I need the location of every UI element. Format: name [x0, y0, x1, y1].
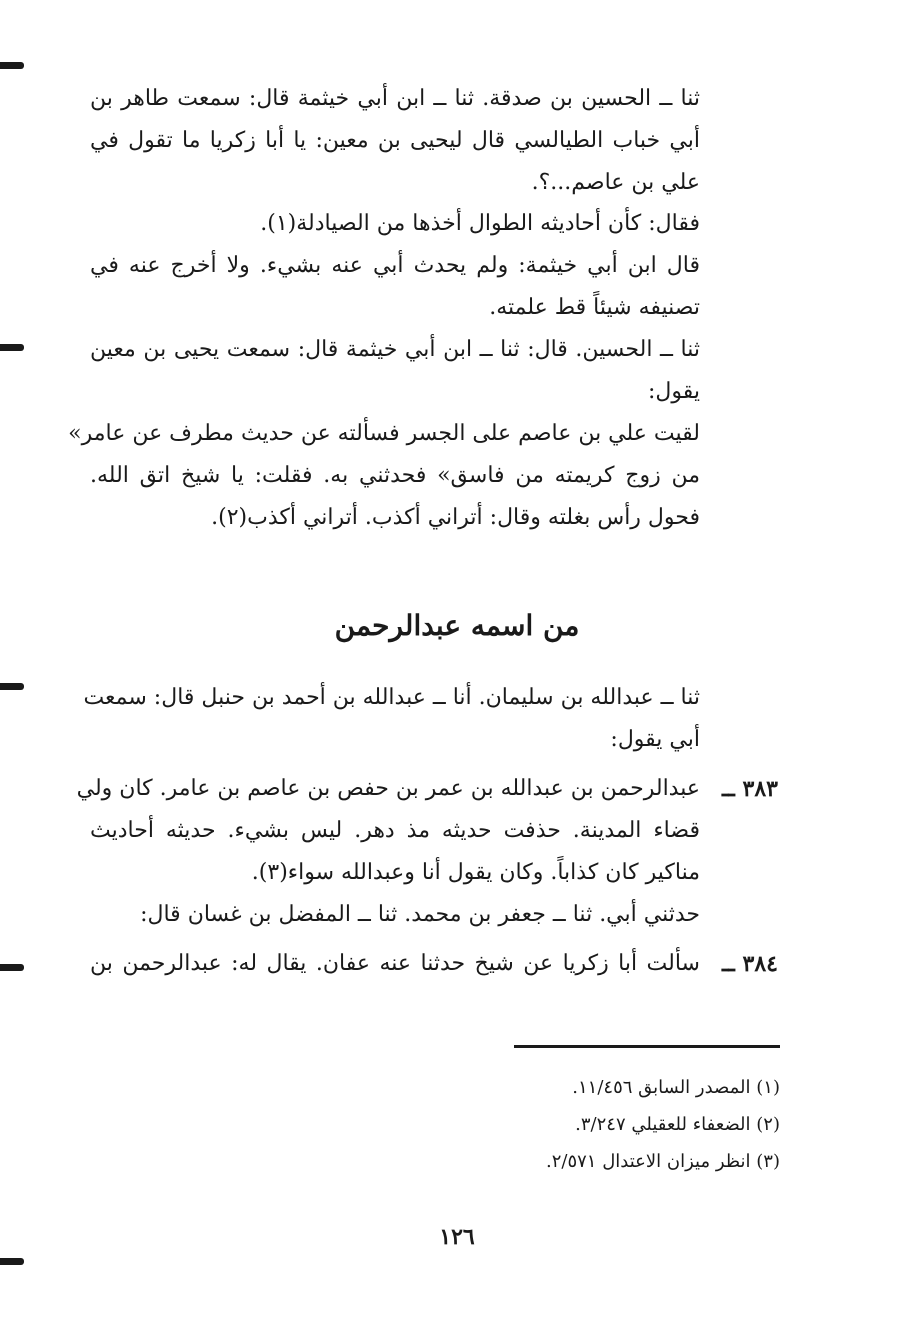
text-line: لقيت علي بن عاصم على الجسر فسألته عن حديث مطرف عن عامر» — [68, 421, 700, 446]
footnote: (١) المصدر السابق ١١/٤٥٦. — [572, 1077, 780, 1098]
margin-mark — [0, 62, 24, 69]
footnote-separator — [514, 1045, 780, 1048]
text-line: قال ابن أبي خيثمة: ولم يحدث أبي عنه بشيء. ولا أخرج عنه في — [90, 253, 700, 278]
text-line: ثنا ــ عبدالله بن سليمان. أنا ــ عبدالله بن أحمد بن حنبل قال: سمعت — [83, 685, 700, 710]
margin-mark — [0, 1258, 24, 1265]
footnote: (٣) انظر ميزان الاعتدال ٢/٥٧١. — [546, 1151, 780, 1172]
entry-number: ٣٨٤ ــ — [721, 951, 778, 977]
margin-mark — [0, 683, 24, 690]
entry-number: ٣٨٣ ــ — [721, 776, 778, 802]
text-line: فقال: كأن أحاديثه الطوال أخذها من الصيادلة(١). — [260, 211, 700, 236]
text-line: أبي يقول: — [610, 727, 700, 752]
text-line: تصنيفه شيئاً قط علمته. — [489, 295, 700, 320]
text-line: علي بن عاصم...؟. — [531, 170, 700, 195]
text-line: ثنا ــ الحسين بن صدقة. ثنا ــ ابن أبي خيثمة قال: سمعت طاهر بن — [90, 86, 700, 111]
text-line: من زوج كريمته من فاسق» فحدثني به. فقلت: يا شيخ اتق الله. — [90, 463, 700, 488]
footnote: (٢) الضعفاء للعقيلي ٣/٢٤٧. — [575, 1114, 780, 1135]
text-line: حدثني أبي. ثنا ــ جعفر بن محمد. ثنا ــ المفضل بن غسان قال: — [140, 902, 700, 927]
margin-mark — [0, 344, 24, 351]
text-line: يقول: — [647, 379, 700, 404]
text-line: عبدالرحمن بن عبدالله بن عمر بن حفص بن عاصم بن عامر. كان ولي — [76, 776, 700, 801]
text-line: ثنا ــ الحسين. قال: ثنا ــ ابن أبي خيثمة قال: سمعت يحيى بن معين — [90, 337, 700, 362]
text-line: سألت أبا زكريا عن شيخ حدثنا عنه عفان. يقال له: عبدالرحمن بن — [90, 951, 700, 976]
page-number: ١٢٦ — [439, 1224, 475, 1250]
section-heading: من اسمه عبدالرحمن — [334, 609, 580, 642]
text-line: قضاء المدينة. حذفت حديثه مذ دهر. ليس بشيء. حديثه أحاديث — [90, 818, 700, 843]
text-line: مناكير كان كذاباً. وكان يقول أنا وعبدالله سواء(٣). — [251, 860, 700, 885]
text-line: أبي خباب الطيالسي قال ليحيى بن معين: يا أبا زكريا ما تقول في — [90, 128, 700, 153]
margin-mark — [0, 964, 24, 971]
text-line: فحول رأس بغلته وقال: أتراني أكذب. أتراني أكذب(٢). — [211, 505, 700, 530]
